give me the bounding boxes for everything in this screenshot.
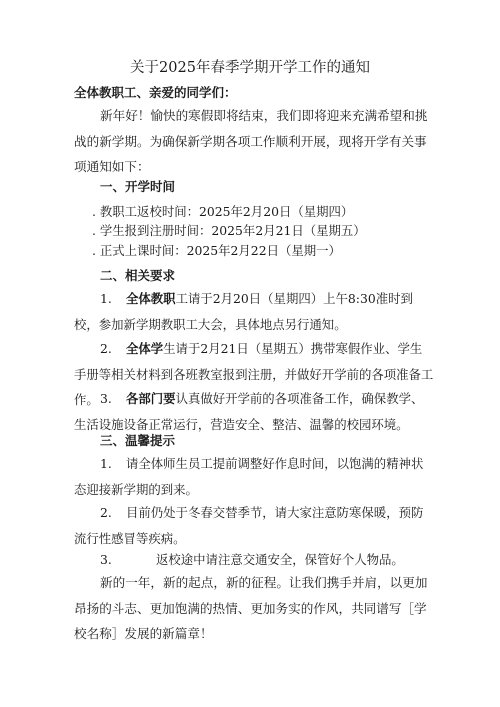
schedule-item-classes-start: . 正式上课时间：2025年2月22日（星期一） [92, 243, 341, 258]
intro-paragraph: 新年好！愉快的寒假即将结束，我们即将迎来充满希望和挑战的新学期。为确保新学期各项工作顺利开展，现将开学有关事项通知如下： [74, 108, 428, 174]
tip-item [74, 451, 434, 502]
requirement-number: 1. [100, 291, 112, 306]
requirement-text: 认真做好开学前的各项准备工作，确保教学、生活设施设备正常运行，营造安全、整洁、温馨的校园环境。 [74, 391, 424, 432]
tip-text: 返校途中请注意交通安全，保管好个人物品。 [156, 552, 404, 567]
schedule-item-student-registration: . 学生报到注册时间：2025年2月21日（星期五） [92, 223, 366, 238]
tip-item [74, 500, 434, 551]
requirement-lead: 各部门要 [126, 391, 176, 406]
closing-paragraph: 新的一年，新的起点，新的征程。让我们携手并肩，以更加昂扬的斗志、更加饱满的热情、更加务实的作风，共同谱写［学校名称］发展的新篇章！ [74, 575, 428, 641]
requirement-item [74, 386, 434, 437]
requirement-text: 生请于2月21日（星期五）携带寒假作业、学生手册等相关材料到各班教室报到注册，并做好开学前的各项准备工作。 [74, 341, 434, 407]
tip-text: 请全体师生员工提前调整好作息时间，以饱满的精神状态迎接新学期的到来。 [74, 456, 424, 497]
salutation: 全体教职工、亲爱的同学们： [74, 85, 237, 100]
section-heading-tips: 三、温馨提示 [100, 433, 176, 448]
tip-number: 3. [100, 552, 112, 567]
tip-number: 2. [100, 505, 112, 520]
requirement-number: 2. [100, 341, 112, 356]
requirement-text: 工请于2月20日（星期四）上午8:30准时到校，参加新学期教职工大会，具体地点另行通知。 [74, 291, 413, 332]
requirement-item [74, 286, 434, 337]
section-heading-requirements: 二、相关要求 [100, 268, 176, 283]
requirement-lead: 全体学 [126, 341, 164, 356]
section-heading-schedule: 一、开学时间 [100, 179, 176, 194]
schedule-item-staff-return: . 教职工返校时间：2025年2月20日（星期四） [92, 204, 354, 219]
document-title: 关于2025年春季学期开学工作的通知 [130, 60, 370, 76]
tip-number: 1. [100, 456, 112, 471]
tip-item [74, 547, 434, 573]
requirement-lead: 全体教职 [126, 291, 176, 306]
requirement-number: 3. [100, 391, 112, 406]
tip-text: 目前仍处于冬春交替季节，请大家注意防寒保暖，预防流行性感冒等疾病。 [74, 505, 424, 546]
